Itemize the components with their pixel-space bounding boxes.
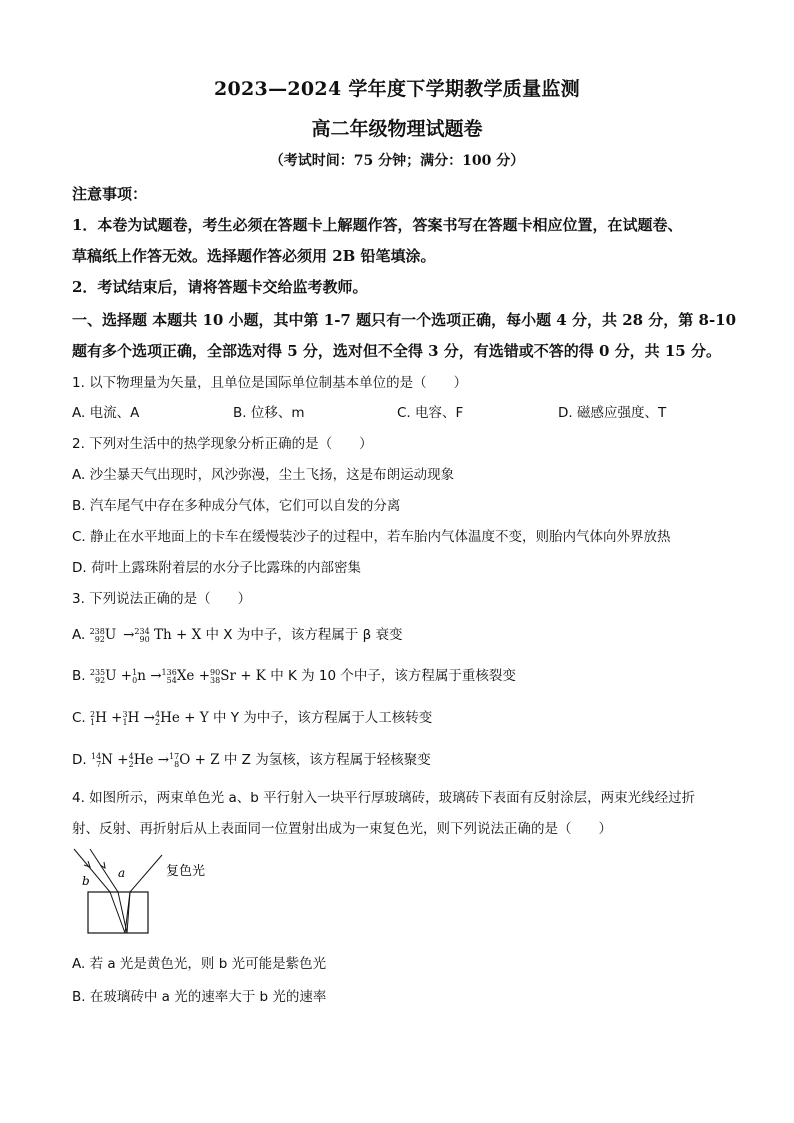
label-b: b xyxy=(82,874,90,888)
q1-option-d: D. 磁感应强度、T xyxy=(558,405,667,421)
ray-a-in-glass xyxy=(118,892,130,933)
q3-c-label: C. xyxy=(72,710,86,726)
notes-item1-line1: 1．本卷为试题卷，考生必须在答题卡上解题作答，答案书写在答题卡相应位置，在试题卷、 xyxy=(72,216,683,234)
q3-d-text: 中 Z 为氢核，该方程属于轻核聚变 xyxy=(223,752,431,768)
q3-b-text: 中 K 为 10 个中子，该方程属于重核裂变 xyxy=(270,668,516,684)
q4-option-a: A. 若 a 光是黄色光，则 b 光可能是紫色光 xyxy=(72,956,327,972)
q3-d-equation: 14 7N +4 2He →17 8O + Z xyxy=(90,751,224,769)
q3-option-d xyxy=(72,748,431,769)
q4-option-b: B. 在玻璃砖中 a 光的速率大于 b 光的速率 xyxy=(72,989,327,1005)
q3-a-equation: 238 92U →234 90 Th + X xyxy=(89,626,206,644)
q4-stem-line2: 射、反射、再折射后从上表面同一位置射出成为一束复色光，则下列说法正确的是（ ） xyxy=(72,821,612,837)
q3-a-text: 中 X 为中子，该方程属于 β 衰变 xyxy=(205,627,403,643)
q3-c-text: 中 Y 为中子，该方程属于人工核转变 xyxy=(212,710,433,726)
q1-option-b: B. 位移、m xyxy=(233,405,305,421)
q4-stem-line1: 4. 如图所示，两束单色光 a、b 平行射入一块平行厚玻璃砖，玻璃砖下表面有反射涂层，两束光线经过折 xyxy=(72,790,696,806)
q3-b-label: B. xyxy=(72,668,86,684)
q3-option-a xyxy=(72,623,403,644)
q2-option-b: B. 汽车尾气中存在多种成分气体，它们可以自发的分离 xyxy=(72,498,401,514)
notes-heading: 注意事项： xyxy=(72,185,148,203)
q1-options xyxy=(72,401,732,421)
q2-option-a: A. 沙尘暴天气出现时，风沙弥漫，尘土飞扬，这是布朗运动现象 xyxy=(72,467,455,483)
q2-option-d: D. 荷叶上露珠附着层的水分子比露珠的内部密集 xyxy=(72,560,361,576)
exam-info: （考试时间：75 分钟；满分：100 分） xyxy=(269,153,525,169)
q3-a-label: A. xyxy=(72,627,86,643)
section1-line2: 题有多个选项正确，全部选对得 5 分，选对但不全得 3 分，有选错或不答的得 0 分，共 15 分。 xyxy=(72,342,721,360)
notes-item2: 2．考试结束后，请将答题卡交给监考教师。 xyxy=(72,278,368,296)
q3-c-equation: 2 1H +3 1H →4 2He + Y xyxy=(90,709,213,727)
emergent-ray xyxy=(130,855,162,892)
exam-title: 2023—2024 学年度下学期教学质量监测 xyxy=(214,78,580,100)
q3-b-equation: 235 92U +1 0n →136 54Xe +90 38Sr + K xyxy=(89,667,271,685)
label-composite-light: 复色光 xyxy=(166,864,206,879)
q1-option-a: A. 电流、A xyxy=(72,405,140,421)
q3-stem: 3. 下列说法正确的是（ ） xyxy=(72,591,252,607)
q1-stem: 1. 以下物理量为矢量，且单位是国际单位制基本单位的是（ ） xyxy=(72,375,468,391)
section1-line1: 一、选择题 本题共 10 小题，其中第 1-7 题只有一个选项正确，每小题 4 分，共 28 分，第 8-10 xyxy=(72,311,737,329)
glass-slab-figure xyxy=(70,845,230,940)
q1-option-c: C. 电容、F xyxy=(397,405,464,421)
q3-d-label: D. xyxy=(72,752,87,768)
q2-stem: 2. 下列对生活中的热学现象分析正确的是（ ） xyxy=(72,436,373,452)
q3-option-b xyxy=(72,664,516,685)
exam-subtitle: 高二年级物理试题卷 xyxy=(311,118,483,140)
q3-option-c xyxy=(72,706,432,727)
label-a: a xyxy=(118,866,126,880)
q2-option-c: C. 静止在水平地面上的卡车在缓慢装沙子的过程中，若车胎内气体温度不变，则胎内气体向外界放热 xyxy=(72,529,671,545)
ray-b-incident xyxy=(74,849,110,892)
arrow-a-icon xyxy=(100,862,105,868)
notes-item1-line2: 草稿纸上作答无效。选择题作答必须用 2B 铅笔填涂。 xyxy=(72,247,436,265)
